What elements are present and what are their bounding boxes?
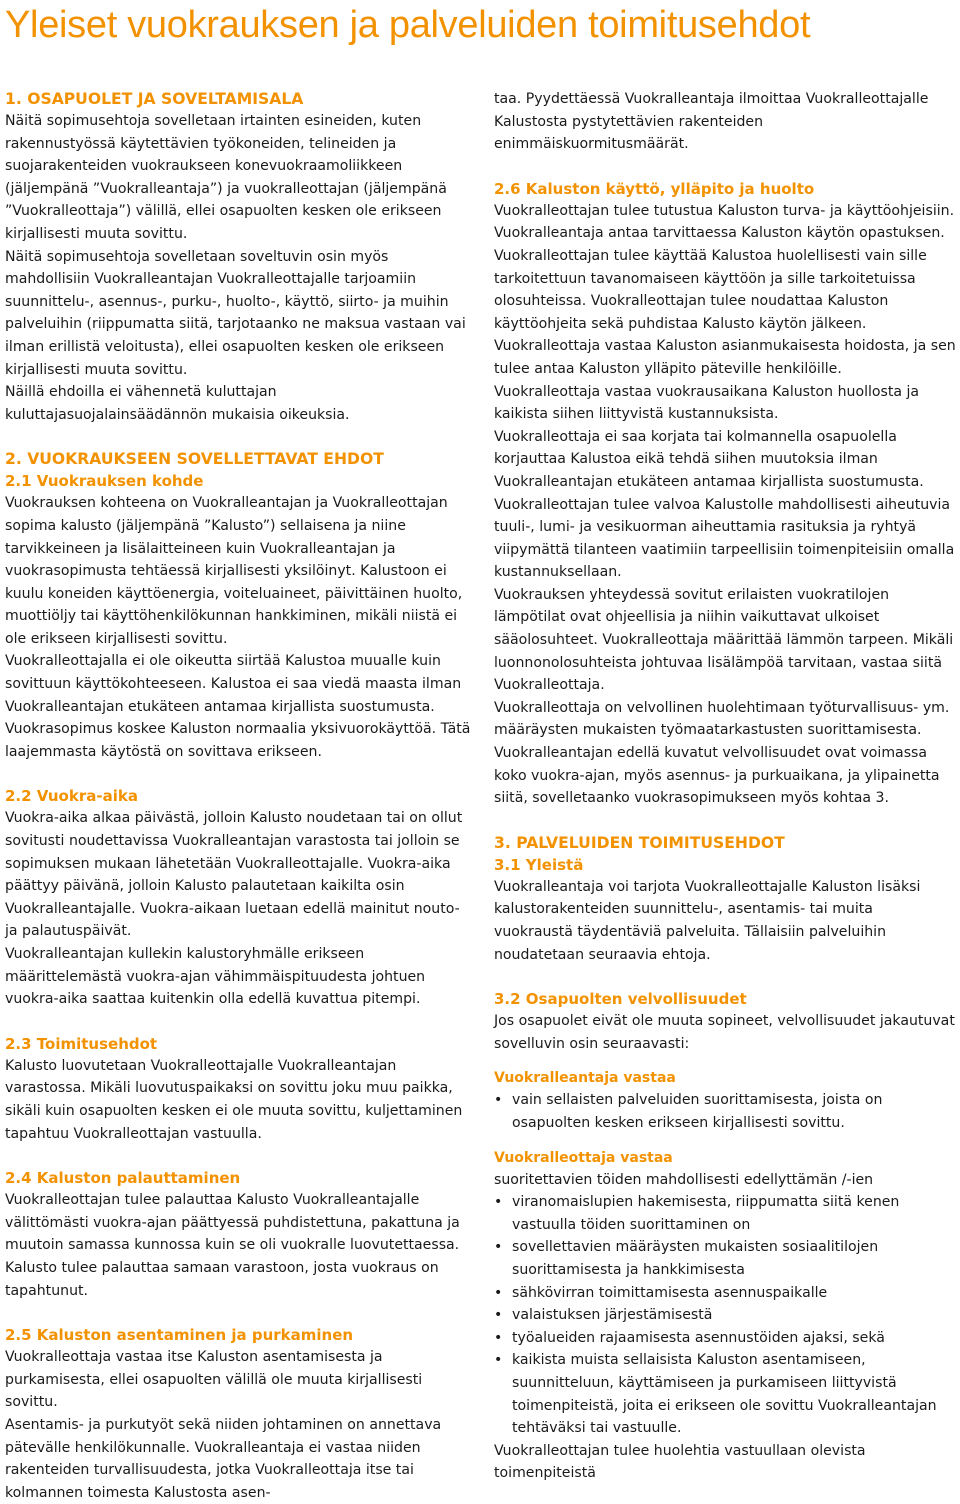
- paragraph: Vuokrasopimus koskee Kaluston normaalia yksivuorokäyttöä. Tätä laajemmasta käytöstä on sovittava erikseen.: [5, 721, 471, 760]
- paragraph: Vuokrauksen yhteydessä sovitut erilaisten vuokratilojen lämpötilat ovat ohjeellisia ja niihin vaikuttavat ulkoiset sääolosuhteet. Vuokralleottaja määrittää lämmön tarpeen. Mikäli luonnonolosuhteista johtuvaa lisälämpöä tarvitaan, vastaa siitä Vuokralleottaja.: [494, 586, 954, 694]
- subsection-heading-3-1: 3.1 Yleistä: [494, 855, 584, 874]
- paragraph: taa. Pyydettäessä Vuokralleantaja ilmoittaa Vuokralleottajalle Kalustosta pystytettävien rakenteiden enimmäiskuormitusmäärät.: [494, 91, 929, 153]
- section-heading-1: 1. OSAPUOLET JA SOVELTAMISALA: [5, 90, 304, 108]
- paragraph: Kalusto luovutetaan Vuokralleottajalle Vuokralleantajan varastossa. Mikäli luovutuspaikaksi on sovittu joku muu paikka, sikäli kuin osapuolten kesken ei ole muuta sovittu, kuljettaminen tapahtuu Vuokralleottajan vastuulla.: [5, 1057, 463, 1142]
- paragraph: Näitä sopimusehtoja sovelletaan soveltuvin osin myös mahdollisiin Vuokralleantajan Vuokralleottajalle tarjoamiin suunnittelu-, asennus-, purku-, huolto-, käyttö, siirto- ja muihin palveluihin (riippumatta siitä, tarjotaanko ne maksua vastaan vai ilman erillistä veloitusta), ellei osapuolten kesken ole erikseen kirjallisesti muuta sovittu.: [5, 248, 466, 378]
- lessee-duties-list: [494, 1191, 956, 1440]
- party-heading-lessee: Vuokralleottaja vastaa: [494, 1149, 673, 1166]
- subsection-heading-2-5: 2.5 Kaluston asentaminen ja purkaminen: [5, 1326, 354, 1345]
- subsection-heading-2-3: 2.3 Toimitusehdot: [5, 1034, 158, 1053]
- paragraph: suoritettavien töiden mahdollisesti edellyttämän /-ien: [494, 1171, 874, 1188]
- subsection-heading-2-4: 2.4 Kaluston palauttaminen: [5, 1169, 241, 1188]
- left-column: [5, 88, 473, 1504]
- paragraph: Vuokrauksen kohteena on Vuokralleantajan ja Vuokralleottajan sopima kalusto (jäljempänä ”Kalusto”) sellaisena ja niine tarvikkeineen ja lisälaitteineen kuin Vuokralleantajan ja vuokrasopimusta tehtäessä kirjallisesti yksilöinyt. Kalustoon ei kuulu koneiden käyttöenergia, voiteluaineet, päivittäinen huolto, muottiöljy tai käyttöhenkilökunnan hankkiminen, mikäli niistä ei ole erikseen kirjallisesti sovittu.: [5, 495, 463, 647]
- paragraph: Näillä ehdoilla ei vähennetä kuluttajan kuluttajasuojalainsäädännön mukaisia oikeuksia.: [5, 384, 350, 423]
- paragraph: Vuokralleottaja vastaa itse Kaluston asentamisesta ja purkamisesta, ellei osapuolten välillä ole muuta kirjallisesti sovittu.: [5, 1349, 423, 1411]
- list-item: • sähkövirran toimittamisesta asennuspaikalle: [512, 1282, 956, 1305]
- list-item: • sovellettavien määräysten mukaisten sosiaalitilojen suorittamisesta ja hankkimisesta: [512, 1236, 956, 1281]
- subsection-heading-3-2: 3.2 Osapuolten velvollisuudet: [494, 990, 747, 1009]
- paragraph: Vuokralleottaja on velvollinen huolehtimaan työturvallisuus- ym. määräysten mukaisten työmaatarkastusten suorittamisesta.: [494, 699, 950, 739]
- party-heading-lessor: Vuokralleantaja vastaa: [494, 1070, 676, 1087]
- subsection-heading-2-2: 2.2 Vuokra-aika: [5, 787, 138, 806]
- paragraph: Jos osapuolet eivät ole muuta sopineet, velvollisuudet jakautuvat sovelluvin osin seuraavasti:: [494, 1013, 955, 1052]
- list-item: • kaikista muista sellaisista Kaluston asentamiseen, suunnitteluun, käyttämiseen ja purkamiseen liittyvistä toimenpiteistä, joita ei erikseen ole sovittu Vuokralleantajan tehtäväksi tai vastuulle.: [512, 1349, 956, 1439]
- lessor-duties-list: [494, 1089, 956, 1134]
- paragraph: Vuokralleottaja ei saa korjata tai kolmannella osapuolella korjauttaa Kalustoa eikä tehdä siihen muutoksia ilman Vuokralleantajan etukäteen antamaa kirjallista suostumusta.: [494, 428, 924, 490]
- section-heading-3: 3. PALVELUIDEN TOIMITUSEHDOT: [494, 833, 785, 852]
- subsection-heading-2-6: 2.6 Kaluston käyttö, ylläpito ja huolto: [494, 179, 815, 198]
- paragraph: Näitä sopimusehtoja sovelletaan irtainten esineiden, kuten rakennustyössä käytettävien työkoneiden, telineiden ja suojarakenteiden vuokraukseen konevuokraamoliikkeen (jäljempänä ”Vuokralleantaja”) ja vuokralleottajan (jäljempänä ”Vuokralleottaja”) välillä, ellei osapuolten kesken ole erikseen kirjallisesti muuta sovittu.: [5, 113, 447, 242]
- list-item: • viranomaislupien hakemisesta, riippumatta siitä kenen vastuulla töiden suorittaminen on: [512, 1191, 956, 1236]
- paragraph: Vuokralleottaja vastaa Kaluston asianmukaisesta hoidosta, ja sen tulee antaa Kaluston ylläpito päteville henkilöille.: [494, 338, 956, 377]
- paragraph: Vuokralleottaja vastaa vuokrausaikana Kaluston huollosta ja kaikista siihen liittyvistä kustannuksista.: [494, 383, 920, 423]
- list-item: • vain sellaisten palveluiden suorittamisesta, joista on osapuolten kesken erikseen kirjallisesti sovittu.: [512, 1089, 956, 1134]
- paragraph: Vuokralleantaja voi tarjota Vuokralleottajalle Kaluston lisäksi kalustorakenteiden suunnittelu-, asentamis- tai muita vuokraustä täydentäviä palveluita. Tällaisiin palveluihin noudatetaan seuraavia ehtoja.: [494, 878, 921, 963]
- paragraph: Vuokralleottajan tulee huolehtia vastuullaan olevista toimenpiteistä: [494, 1442, 866, 1482]
- page-title: Yleiset vuokrauksen ja palveluiden toimitusehdot: [5, 4, 811, 46]
- paragraph: Vuokralleantajan kullekin kalustoryhmälle erikseen määrittelemästä vuokra-ajan vähimmäispituudesta johtuen vuokra-aika saattaa kuitenkin olla edellä kuvattua pitempi.: [5, 946, 426, 1008]
- list-item: • valaistuksen järjestämisestä: [512, 1304, 956, 1327]
- section-heading-2: 2. VUOKRAUKSEEN SOVELLETTAVAT EHDOT: [5, 450, 384, 469]
- paragraph: Asentamis- ja purkutyöt sekä niiden johtaminen on annettava pätevälle henkilökunnalle. Vuokralleantaja ei vastaa niiden rakenteiden turvallisuudesta, jotka Vuokralleottaja itse tai kolmannen toimesta Kalustosta asen-: [5, 1416, 442, 1501]
- list-item: • työalueiden rajaamisesta asennustöiden ajaksi, sekä: [512, 1327, 956, 1350]
- paragraph: Vuokralleantajan edellä kuvatut velvollisuudet ovat voimassa koko vuokra-ajan, myös asennus- ja purkuaikana, ja ylipainetta siitä, sovelletaanko vuokrasopimukseen myös kohtaa 3.: [494, 745, 940, 807]
- right-column: [494, 88, 956, 1485]
- paragraph: Vuokralleottajan tulee tutustua Kaluston turva- ja käyttöohjeisiin. Vuokralleantaja antaa tarvittaessa Kaluston käytön opastuksen.: [494, 202, 955, 242]
- paragraph: Vuokralleottajan tulee palauttaa Kalusto Vuokralleantajalle välittömästi vuokra-ajan päättyessä puhdistettuna, pakattuna ja muutoin samassa kunnossa kuin se oli vuokralle luovutettaessa. Kalusto tulee palauttaa samaan varastoon, josta vuokraus on tapahtunut.: [5, 1192, 460, 1299]
- paragraph: Vuokralleottajan tulee käyttää Kalustoa huolellisesti vain sille tarkoitettuun tavanomaiseen käyttöön ja sille tarkoitetuissa olosuhteissa. Vuokralleottajan tulee noudattaa Kaluston käyttöohjeita sekä puhdistaa Kalusto käytön jälkeen.: [494, 247, 927, 332]
- subsection-heading-2-1: 2.1 Vuokrauksen kohde: [5, 472, 204, 491]
- paragraph: Vuokra-aika alkaa päivästä, jolloin Kalusto noudetaan tai on ollut sovitusti noudettavissa Vuokralleantajan varastosta tai jolloin se sopimuksen mukaan lähetetään Vuokralleottajalle. Vuokra-aika päättyy päivänä, jolloin Kalusto palautetaan kaikilta osin Vuokralleantajalle. Vuokra-aikaan luetaan edellä mainitut nouto- ja palautuspäivät.: [5, 810, 463, 940]
- paragraph: Vuokralleottajalla ei ole oikeutta siirtää Kalustoa muualle kuin sovittuun käyttökohteeseen. Kalustoa ei saa viedä maasta ilman Vuokralleantajan etukäteen antamaa kirjallista suostumusta.: [5, 653, 462, 715]
- paragraph: Vuokralleottajan tulee valvoa Kalustolle mahdollisesti aiheutuvia tuuli-, lumi- ja vesikuorman aiheuttamia rasituksia ja ryhtyä viipymättä tilanteen vaatimiin tarpeellisiin toimenpiteisiin omalla kustannuksellaan.: [494, 496, 955, 581]
